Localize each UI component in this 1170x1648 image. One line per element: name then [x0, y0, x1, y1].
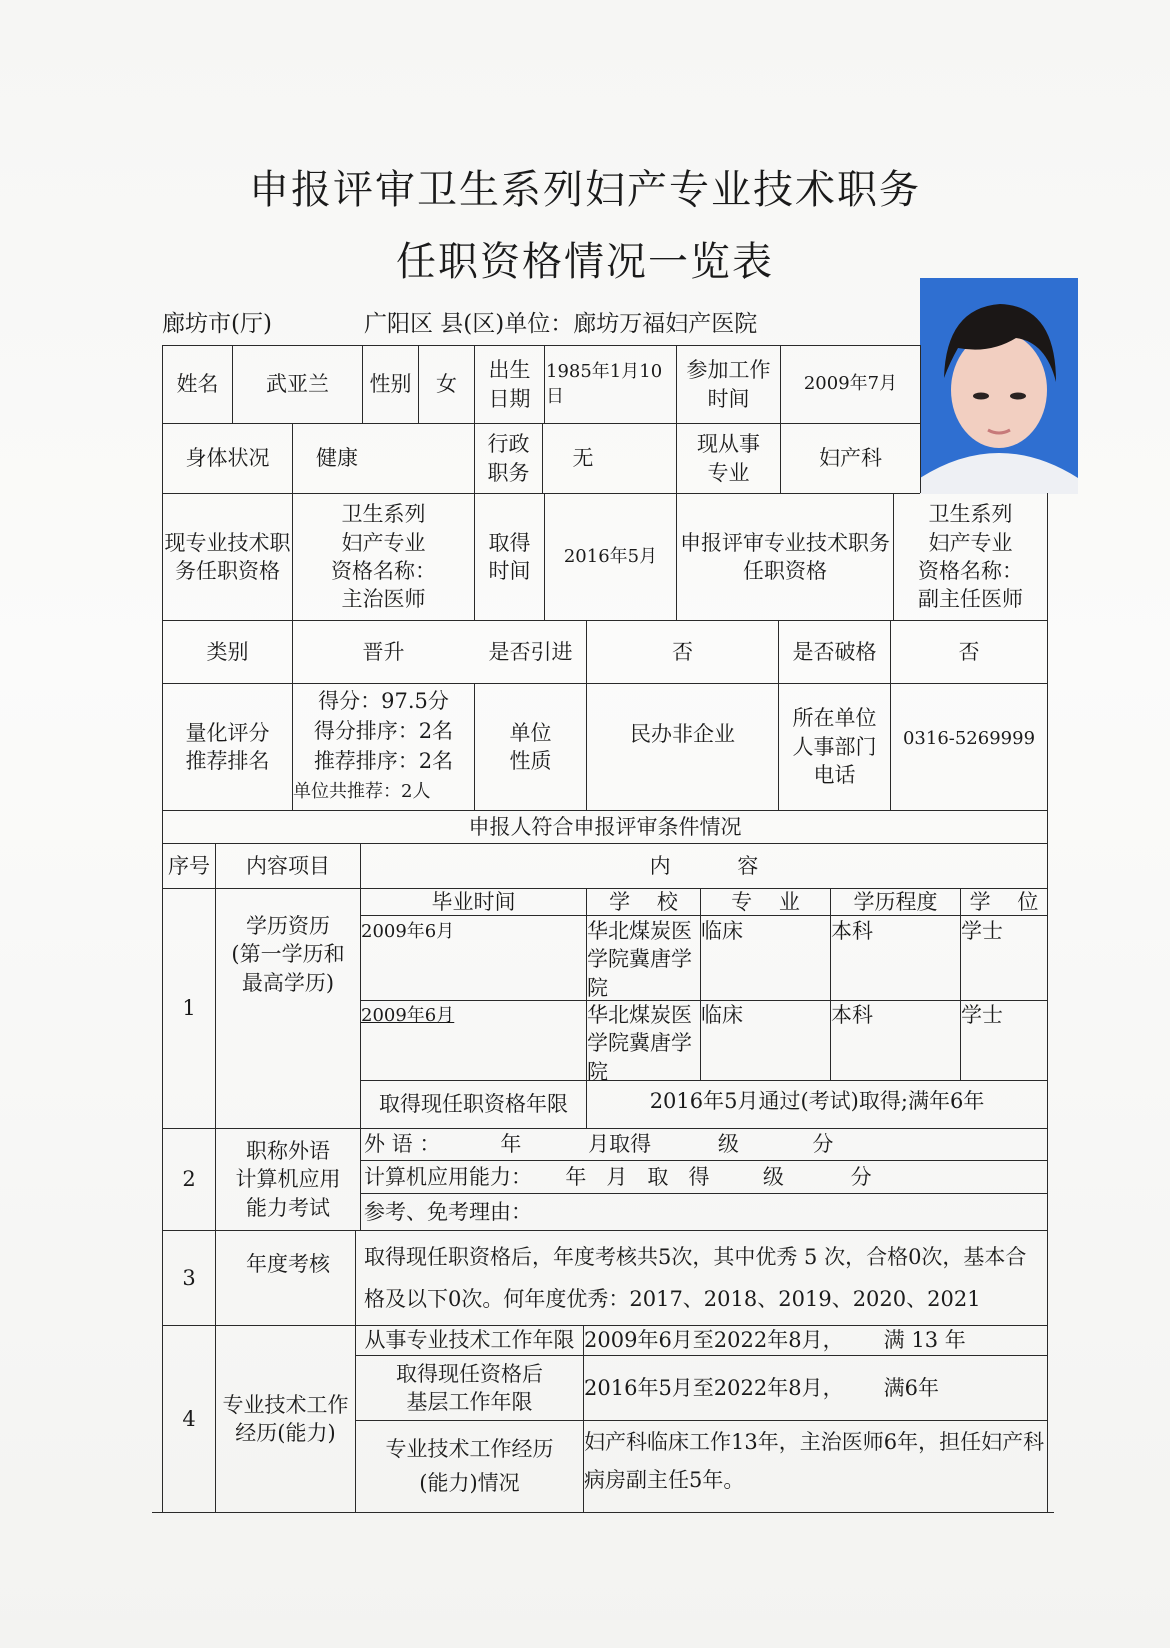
- health-value: 健康: [316, 446, 358, 471]
- hr-phone-label: 所在单位 人事部门 电话: [792, 706, 877, 788]
- edu-row-2-major: 临床: [701, 1003, 743, 1027]
- unit-type-value: 民办非企业: [630, 721, 735, 746]
- edu-row-2-degree: 学士: [961, 1003, 1003, 1027]
- edu-row-1-degree: 学士: [961, 919, 1003, 943]
- exceptional-value: 否: [958, 639, 980, 664]
- obtain-time-value: 2016年5月: [563, 545, 658, 567]
- annual-review-text: 取得现任职资格后，年度考核共5次，其中优秀 5 次，合格0次，基本合 格及以下0次。何年度优秀：2017、2018、2019、2020、2021: [364, 1245, 1027, 1311]
- gender-value: 女: [436, 372, 457, 397]
- exemption-reason: 参考、免考理由：: [364, 1199, 532, 1224]
- edu-header-time: 毕业时间: [431, 889, 516, 914]
- introduced-value: 否: [672, 639, 693, 664]
- qualification-years-label: 取得现任职资格年限: [379, 1092, 568, 1117]
- base-years-label: 取得现任资格后 基层工作年限: [396, 1361, 543, 1414]
- admin-post-label: 行政 职务: [487, 432, 530, 485]
- col-item-header: 内容项目: [246, 853, 330, 878]
- work-start-date: 2009年7月: [803, 373, 898, 395]
- health-label: 身体状况: [185, 446, 270, 471]
- lang-serial: 2: [182, 1167, 196, 1192]
- work-start-label: 参加工作 时间: [686, 358, 771, 411]
- city-label: 廊坊市(厅): [162, 311, 272, 337]
- apply-qualification-value: 卫生系列 妇产专业 资格名称： 副主任医师: [918, 502, 1023, 612]
- annual-item: 年度考核: [246, 1252, 330, 1276]
- major-value: 妇产科: [819, 446, 882, 471]
- form-subtitle: 任职资格情况一览表: [396, 239, 774, 285]
- current-qualification-value: 卫生系列 妇产专业 资格名称： 主治医师: [331, 502, 436, 612]
- category-label: 类别: [206, 639, 249, 664]
- exceptional-label: 是否破格: [792, 639, 877, 664]
- work-years-value: 2009年6月至2022年8月， 满 13 年: [584, 1328, 966, 1353]
- experience-item: 专业技术工作 经历(能力): [222, 1392, 349, 1445]
- edu-header-school: 学 校: [609, 889, 678, 914]
- edu-row-1-school: 华北煤炭医 学院冀唐学 院: [587, 919, 692, 1000]
- edu-serial: 1: [182, 996, 196, 1021]
- edu-header-major: 专 业: [731, 889, 800, 914]
- edu-row-2-time: 2009年6月: [361, 1005, 455, 1026]
- score-rank-value: 得分排序：2名: [313, 718, 454, 743]
- current-qualification-label: 现专业技术职 务任职资格: [164, 530, 291, 583]
- edu-item: 学历资历 (第一学历和 最高学历): [231, 914, 345, 995]
- apply-qualification-label: 申报评审专业技术职务 任职资格: [680, 530, 890, 583]
- qualification-years-value: 2016年5月通过(考试)取得;满年6年: [649, 1088, 985, 1113]
- birth-date: 1985年1月10 日: [546, 361, 663, 407]
- work-years-label: 从事专业技术工作年限: [364, 1328, 575, 1353]
- obtain-time-label: 取得 时间: [488, 530, 531, 583]
- computer-exam: 计算机应用能力： 年 月 取 得 级 分: [364, 1164, 872, 1189]
- foreign-language-exam: 外 语 ： 年 月取得 级 分: [364, 1132, 834, 1157]
- score-value: 得分：97.5分: [318, 688, 449, 713]
- lang-item: 职称外语 计算机应用 能力考试: [235, 1138, 341, 1220]
- experience-detail-label: 专业技术工作经历 (能力)情况: [385, 1436, 554, 1495]
- birth-label: 出生 日期: [488, 358, 531, 411]
- major-label: 现从事 专业: [697, 432, 760, 485]
- admin-post-value: 无: [572, 446, 594, 471]
- unit-total-recommend: 单位共推荐：2人: [293, 780, 431, 802]
- recommend-rank-value: 推荐排序：2名: [313, 748, 454, 773]
- edu-row-2-level: 本科: [831, 1003, 873, 1027]
- edu-row-1-time: 2009年6月: [361, 921, 455, 942]
- edu-header-degree: 学 位: [969, 889, 1039, 914]
- experience-detail-value: 妇产科临床工作13年，主治医师6年，担任妇产科 病房副主任5年。: [584, 1430, 1045, 1492]
- annual-serial: 3: [182, 1265, 196, 1290]
- score-rank-label: 量化评分 推荐排名: [185, 720, 270, 773]
- base-years-value: 2016年5月至2022年8月， 满6年: [584, 1375, 940, 1400]
- edu-row-1-level: 本科: [831, 919, 873, 943]
- conditions-section-title: 申报人符合申报评审条件情况: [468, 814, 742, 839]
- col-serial-header: 序号: [168, 853, 210, 878]
- applicant-name: 武亚兰: [266, 372, 329, 397]
- form-title: 申报评审卫生系列妇产专业技术职务: [249, 167, 921, 213]
- unit-type-label: 单位 性质: [509, 720, 552, 773]
- edu-row-1-major: 临床: [701, 919, 743, 943]
- gender-label: 性别: [369, 372, 412, 397]
- col-content-header: 内 容: [649, 853, 759, 878]
- introduced-label: 是否引进: [488, 639, 573, 664]
- name-label: 姓名: [176, 372, 219, 397]
- district-unit-label: 广阳区 县(区)单位：廊坊万福妇产医院: [364, 311, 758, 337]
- edu-row-2-school: 华北煤炭医 学院冀唐学 院: [587, 1003, 692, 1084]
- hr-phone-value: 0316-5269999: [902, 727, 1036, 749]
- edu-header-level: 学历程度: [853, 889, 938, 914]
- category-value: 晋升: [362, 639, 405, 664]
- experience-serial: 4: [182, 1406, 196, 1431]
